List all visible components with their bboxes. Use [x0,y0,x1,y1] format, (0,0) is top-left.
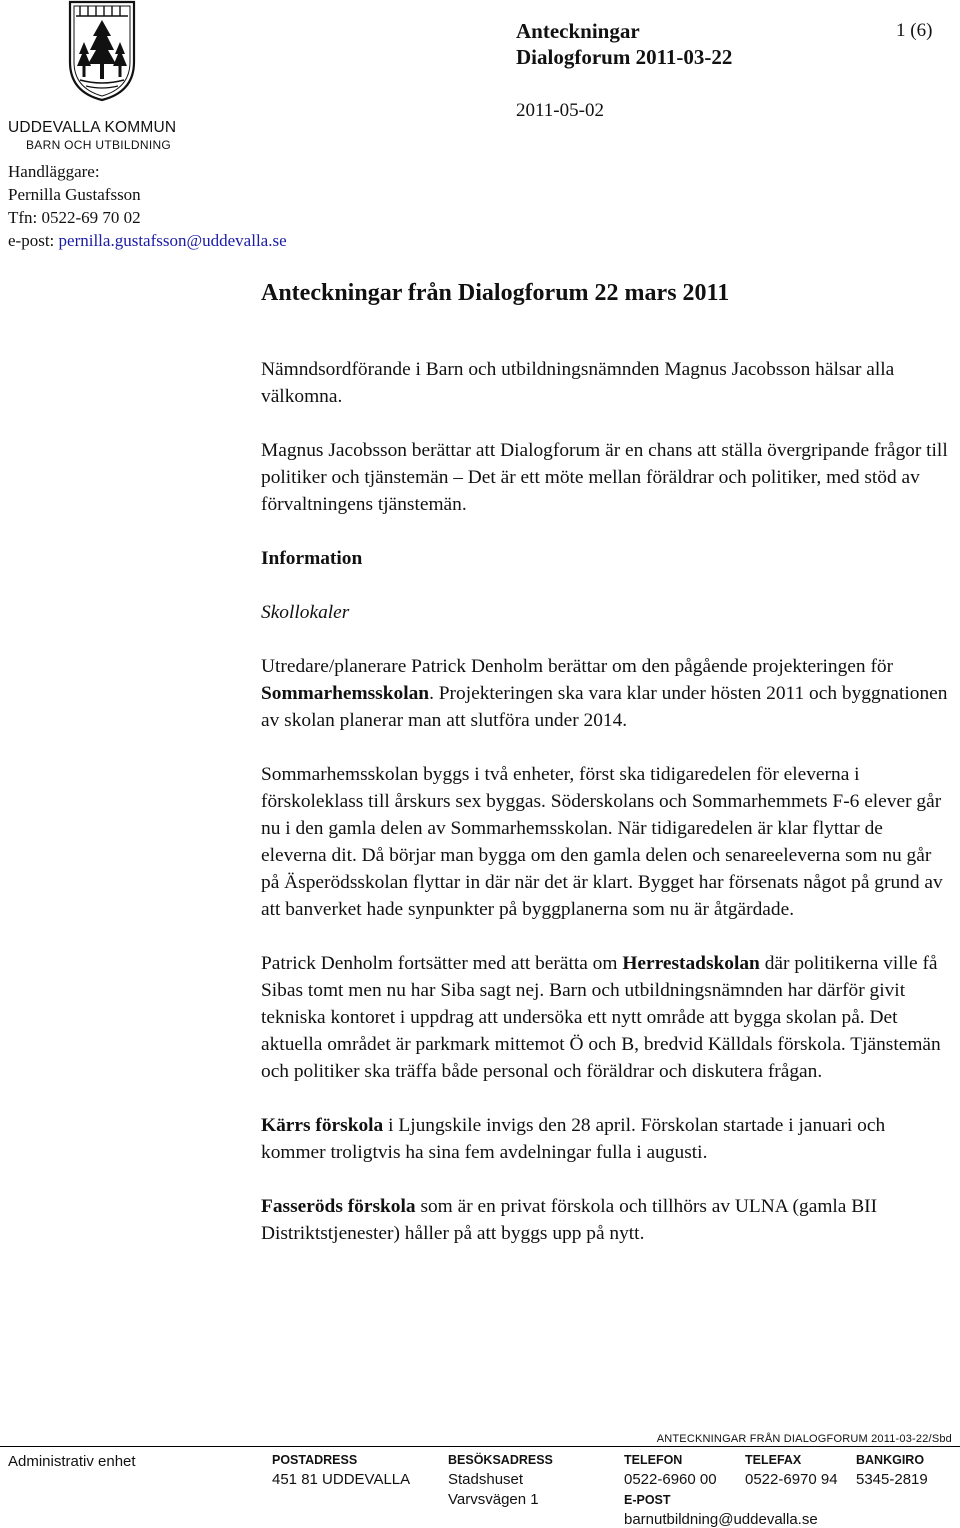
paragraph-construction: Sommarhemsskolan byggs i två enheter, först ska tidigaredelen för eleverna i förskoleklass till årskurs sex byggas. Söderskolans och Sommarhemmets F-6 elever går nu i den gamla delen av Sommarhemsskolan. När tidigaredelen är klar flyttar de eleverna dit. Då börjar man bygga om den gamla delen och senareeleverna som nu går på Äsperödsskolan flyttar in där när det är klart. Bygget har försenats något på grund av att banverket hade synpunkter på byggplanerna som nu är åtgärdade. [261,764,943,920]
email-label: e-post: [8,231,59,250]
footer-fax [745,1450,838,1490]
paragraph-text: . Projekteringen ska vara klar under hösten 2011 och byggnationen av skolan planerar man att slutföra under 2014. [261,683,948,731]
school-name-bold: Herrestadskolan [622,953,760,974]
footer-email[interactable]: barnutbildning@uddevalla.se [624,1511,818,1528]
giro-label: BANKGIRO [856,1453,925,1467]
footer [0,1450,960,1528]
paragraph-welcome: Nämndsordförande i Barn och utbildningsnämnden Magnus Jacobsson hälsar alla välkomna. [261,359,895,407]
document-subject: Dialogforum 2011-03-22 [516,45,733,69]
handler-label: Handläggare: [8,162,100,181]
phone-number: 0522-6960 00 [624,1471,717,1488]
visit-address-1: Stadshuset [448,1471,524,1488]
handler-email-link[interactable]: pernilla.gustafsson@uddevalla.se [58,231,287,250]
giro-number: 5345-2819 [856,1471,928,1488]
paragraph-sommarhem [261,653,951,734]
page-title: Anteckningar från Dialogforum 22 mars 2011 [261,280,730,306]
footer-divider [0,1446,960,1447]
document-body [261,278,951,1247]
department-name: BARN OCH UTBILDNING [26,138,172,152]
handler-email-line [8,229,287,252]
paragraph-intro: Magnus Jacobsson berättar att Dialogforum är en chans att ställa övergripande frågor till politiker och tjänstemän – Det är ett möte mellan föräldrar och politiker, med stöd av förvaltningens tjänstemän. [261,440,948,515]
paragraph-text: Patrick Denholm fortsätter med att berätta om [261,953,623,974]
paragraph-text: Utredare/planerare Patrick Denholm berättar om den pågående projekteringen för [261,656,894,677]
visit-address-2: Varvsvägen 1 [448,1491,539,1508]
footer-visit [448,1450,553,1510]
footer-giro [856,1450,928,1490]
paragraph-text: i Ljungskile invigs den 28 april. Förskolan startade i januari och kommer troligtvis ha sina fem avdelningar fulla i augusti. [261,1115,886,1163]
paragraph-fasserod [261,1193,951,1247]
fax-label: TELEFAX [745,1453,802,1467]
handler-phone: Tfn: 0522-69 70 02 [8,208,141,227]
paragraph-text: som är en privat förskola och tillhörs av ULNA (gamla BII Distriktstjenester) håller på att byggs upp på nytt. [261,1196,878,1244]
preschool-name-bold: Kärrs förskola [261,1115,384,1136]
municipal-crest-icon [66,0,138,102]
section-heading: Information [261,548,363,569]
preschool-name-bold: Fasseröds förskola [261,1196,416,1217]
organization-name: UDDEVALLA KOMMUN [8,119,177,136]
document-header [516,18,732,70]
paragraph-text: där politikerna ville få Sibas tomt men nu har Siba sagt nej. Barn och utbildningsnämnden har därför givit tekniska kontoret i uppdrag att undersöka ett nytt område att bygga skolan på. Det aktuella området är parkmark mittemot Ö och B, bredvid Källdals förskola. Tjänstemän och politiker ska träffa både personal och föräldrar och diskutera frågan. [261,953,941,1082]
subsection-heading: Skollokaler [261,602,350,623]
handler-block [8,160,287,252]
school-name-bold: Sommarhemsskolan [261,683,430,704]
document-type: Anteckningar [516,19,640,43]
fax-number: 0522-6970 94 [745,1471,838,1488]
footer-unit: Administrativ enhet [8,1453,136,1470]
paragraph-karr [261,1112,951,1166]
visit-label: BESÖKSADRESS [448,1453,553,1467]
postal-address: 451 81 UDDEVALLA [272,1471,411,1488]
email-label: E-POST [624,1493,671,1507]
document-reference: ANTECKNINGAR FRÅN DIALOGFORUM 2011-03-22/Sbd [656,1433,952,1445]
page-number: 1 (6) [896,20,933,41]
footer-postal [272,1450,410,1490]
handler-name: Pernilla Gustafsson [8,185,141,204]
paragraph-herrestad [261,950,951,1085]
document-date: 2011-05-02 [516,100,604,121]
phone-label: TELEFON [624,1453,683,1467]
postal-label: POSTADRESS [272,1453,358,1467]
